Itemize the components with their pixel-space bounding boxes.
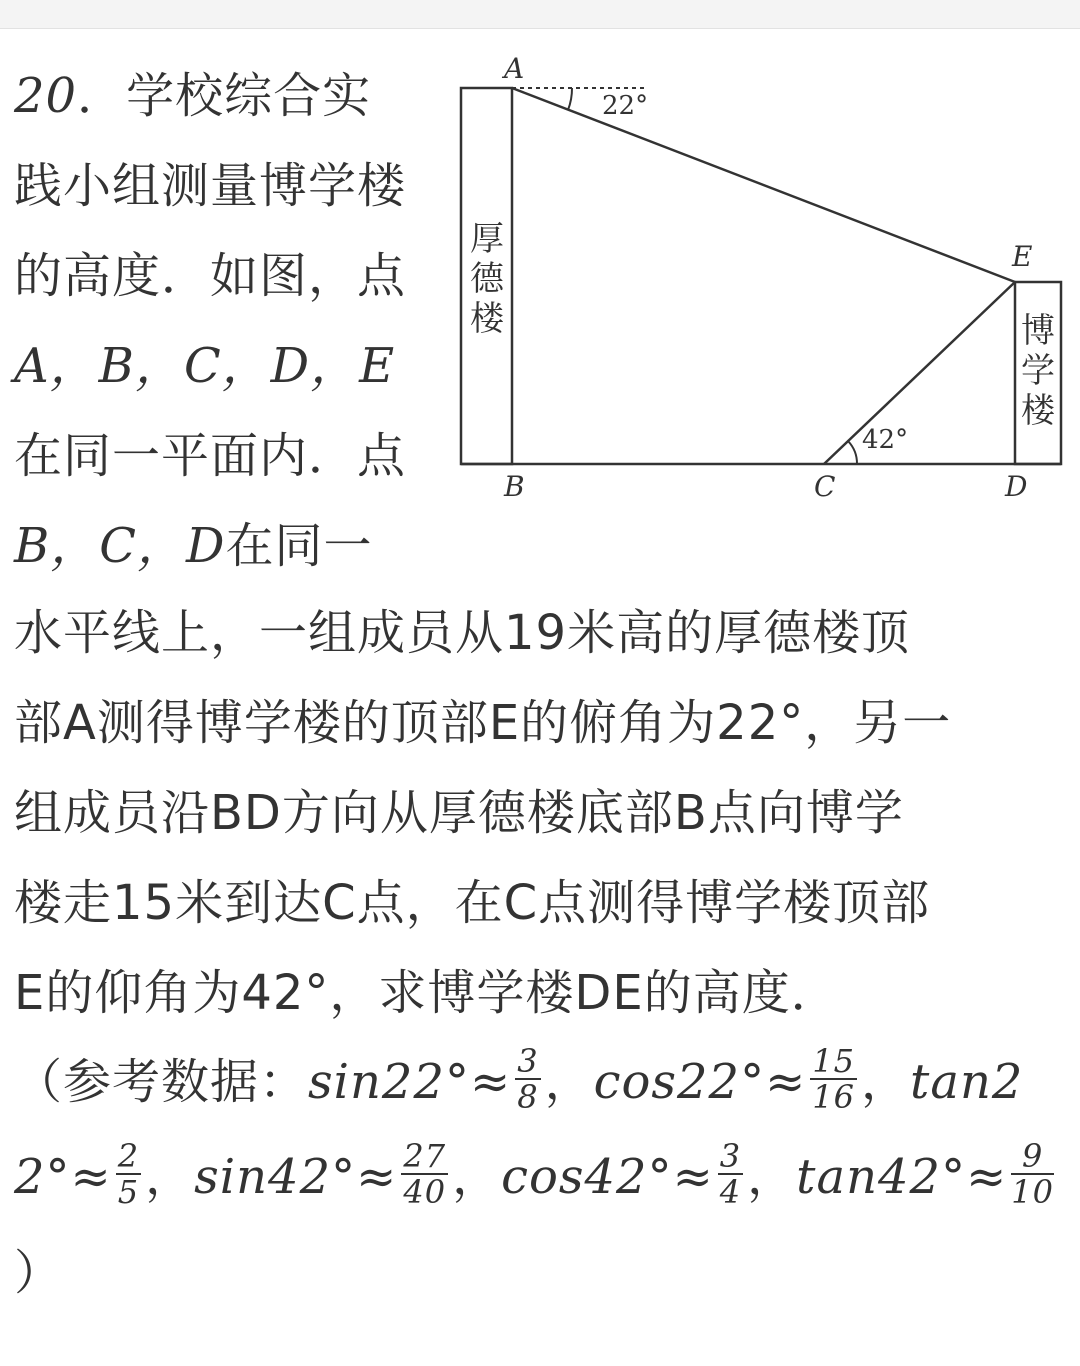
problem-line-8: 部A测得博学楼的顶部E的俯角为22°，另一 bbox=[14, 695, 952, 751]
reference-line-2: 2°≈ $\frac{2}{5}$ ，sin42°≈ $\frac{27}{40}$ ，cos42°≈ $\frac{3}{4}$ ，tan42°≈ $\frac{9}{10}$ bbox=[14, 1137, 1055, 1211]
angle-label-42: 42° bbox=[862, 425, 909, 455]
right-building-char-2: 学 bbox=[1021, 351, 1055, 391]
problem-number: 20 bbox=[14, 68, 78, 124]
fraction-sin42: $\frac{27}{40}$ bbox=[403, 1137, 447, 1211]
label-D: D bbox=[1005, 470, 1028, 503]
problem-line-11: E的仰角为42°，求博学楼DE的高度． bbox=[14, 965, 840, 1021]
geometry-figure bbox=[452, 50, 1072, 520]
problem-line-2: 践小组测量博学楼 bbox=[14, 158, 407, 214]
top-bar bbox=[0, 0, 1080, 29]
left-building-char-2: 德 bbox=[470, 259, 504, 299]
fraction-sin22: $\frac{3}{8}$ bbox=[517, 1042, 539, 1116]
fraction-cos42: $\frac{3}{4}$ bbox=[719, 1137, 742, 1211]
problem-line-9: 组成员沿BD方向从厚德楼底部B点向博学 bbox=[14, 785, 904, 841]
problem-line-10: 楼走15米到达C点，在C点测得博学楼顶部 bbox=[14, 875, 931, 931]
label-A: A bbox=[504, 52, 525, 85]
angle-label-22: 22° bbox=[602, 91, 649, 121]
label-C: C bbox=[814, 470, 836, 503]
reference-line-1: （参考数据：sin22°≈ $\frac{3}{8}$ ，cos22°≈ $\frac{15}{16}$ ，tan2 bbox=[14, 1042, 1024, 1116]
angle-arc-C bbox=[848, 441, 857, 464]
angle-arc-A bbox=[568, 88, 572, 110]
reference-line-3: ） bbox=[14, 1245, 64, 1301]
right-building-char-1: 博 bbox=[1021, 311, 1055, 351]
fraction-tan42: $\frac{9}{10}$ bbox=[1011, 1137, 1055, 1211]
label-B: B bbox=[504, 470, 525, 503]
problem-line-5: 在同一平面内．点 bbox=[14, 428, 407, 484]
problem-line-3: 的高度．如图，点 bbox=[14, 248, 407, 304]
fraction-cos22: $\frac{15}{16}$ bbox=[812, 1042, 856, 1116]
problem-line-6: B，C，D在同一 bbox=[14, 518, 373, 574]
line-CE bbox=[824, 282, 1015, 464]
problem-line-7: 水平线上，一组成员从19米高的厚德楼顶 bbox=[14, 605, 911, 661]
reference-prefix: （参考数据： bbox=[14, 1054, 309, 1110]
problem-line-1: 20．学校综合实 bbox=[14, 68, 372, 124]
left-building-char-3: 楼 bbox=[470, 299, 504, 339]
label-E: E bbox=[1012, 240, 1033, 273]
right-building-char-3: 楼 bbox=[1021, 391, 1055, 431]
fraction-tan22: $\frac{2}{5}$ bbox=[117, 1137, 140, 1211]
left-building-char-1: 厚 bbox=[470, 219, 504, 259]
problem-line-4: A，B，C，D，E bbox=[14, 338, 396, 394]
line-AE bbox=[512, 88, 1015, 282]
